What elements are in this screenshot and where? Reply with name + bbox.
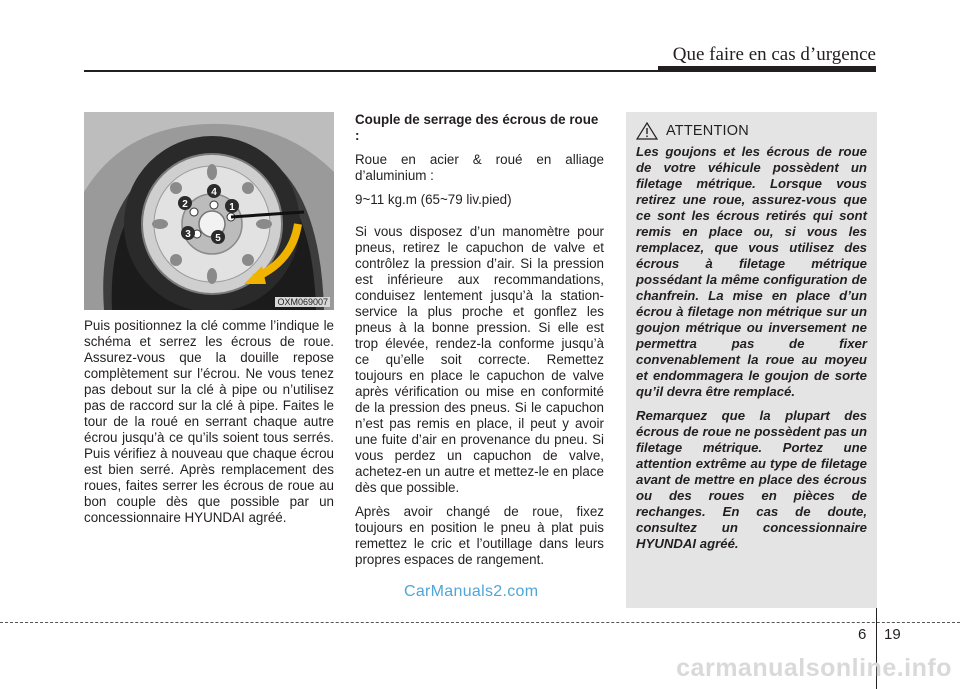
callout-1 (225, 199, 239, 213)
footer-rule (0, 622, 960, 623)
attention-paragraph-1: Les goujons et les écrous de roue de votre véhicule possèdent un filetage métrique. Lorsque vous retirez une roue, assurez-vous que ce sont les écrous retirés qui sont remis en place ou, si vous les remplacez, que vous utilisez des écrous à filetage métrique possédant la même configuration de chanfrein. La mise en place d’un écrou à filetage non métrique sur un goujon métrique ou inversement ne permettra pas de fixer convenablement la roue au moyeu et endommagera le goujon de sorte qu’il devra être remplacé. (636, 144, 867, 399)
callout-layer (84, 112, 334, 310)
header-rule-thick (658, 66, 876, 72)
svg-text:1: 1 (229, 202, 235, 213)
callout-2 (178, 196, 192, 210)
torque-wheel-types: Roue en acier & roué en alliage d’aluminium : (355, 152, 604, 183)
attention-paragraph-2: Remarquez que la plupart des écrous de roue ne possèdent pas un filetage métrique. Portez une attention extrême au type de filetage avant de mettre en place des écrous ou des roues en pièces de rechanges. En cas de doute, consultez un concessionnaire HYUNDAI agréé. (636, 408, 867, 551)
left-paragraph: Puis positionnez la clé comme l’indique le schéma et serrez les écrous de roue. Assurez-vous que la douille repose complètement sur l’écrou. Ne vous tenez pas debout sur la clé à pipe ou n’utilisez pas de raccord sur la clé à pipe. Faites le tour de la roué en serrant chaque autre écrou jusqu’à ce qu’ils soient tous serrés. Puis vérifiez à nouveau que chaque écrou est bien serré. Après remplacement des roues, faites serrer les écrous de roue au bon couple dès que possible par un concessionnaire HYUNDAI agréé. (84, 318, 334, 525)
svg-text:5: 5 (215, 233, 221, 244)
figure-code: OXM069007 (277, 297, 328, 307)
chapter-number: 6 (858, 626, 867, 643)
watermark-link[interactable]: CarManuals2.com (404, 583, 539, 600)
middle-column (355, 112, 604, 576)
callout-5 (211, 230, 225, 244)
pressure-paragraph: Si vous disposez d’un manomètre pour pneus, retirez le capuchon de valve et contrôlez la pression d’air. Si la pression est inférieure aux recommandations, conduisez lentement jusqu’à la station-service la plus proche et gonflez les pneus à la bonne pression. Si elle est trop élevée, rendez-la conforme jusqu’à ce qu’elle soit correcte. Remettez toujours en place le capuchon de valve après vérification ou mise en conformité de la pression des pneus. Si le capuchon n’est pas remis en place, il peut y avoir une fuite d’air en provenance du pneu. Si vous perdez un capuchon de valve, achetez-en un autre et mettez-le en place dès que possible. (355, 224, 604, 495)
torque-value: 9~11 kg.m (65~79 liv.pied) (355, 192, 512, 207)
page-number: 19 (884, 626, 901, 643)
callout-3 (181, 226, 195, 240)
torque-heading: Couple de serrage des écrous de roue : (355, 112, 599, 143)
warning-triangle-icon (636, 122, 658, 140)
storage-paragraph: Après avoir changé de roue, fixez toujours en position le pneu à plat puis remettez le cric et l’outillage dans leurs propres espaces de rangement. (355, 504, 604, 567)
svg-text:2: 2 (182, 199, 188, 210)
svg-text:4: 4 (211, 187, 217, 198)
attention-box (626, 112, 877, 608)
header-rule (84, 70, 660, 72)
attention-title: ATTENTION (666, 123, 749, 139)
left-column (84, 318, 334, 534)
watermark-site: carmanualsonline.info (676, 654, 952, 682)
callout-4 (207, 184, 221, 198)
header-section-title: Que faire en cas d’urgence (672, 44, 876, 65)
attention-header (636, 122, 867, 140)
svg-text:3: 3 (185, 229, 191, 240)
wheel-figure (84, 112, 334, 310)
